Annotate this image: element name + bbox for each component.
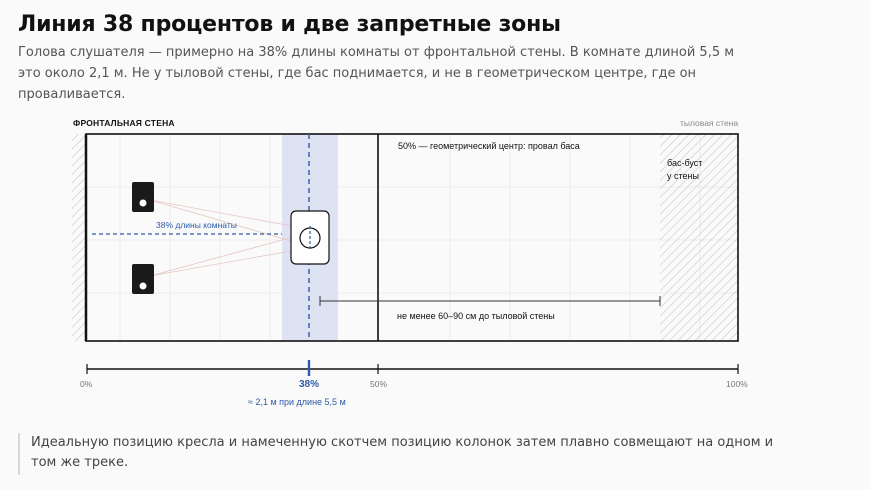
rear-wall-label: тыловая стена bbox=[680, 118, 739, 128]
page-title: Линия 38 процентов и две запретные зоны bbox=[18, 12, 561, 37]
speaker-left-top bbox=[132, 182, 154, 212]
front-wall-hatch bbox=[72, 134, 86, 341]
speaker-left-bottom bbox=[132, 264, 154, 294]
listener-chair bbox=[291, 211, 329, 264]
line38-label: 38% длины комнаты bbox=[156, 220, 237, 230]
footer-note: Идеальную позицию кресла и намеченную скотчем позицию колонок затем плавно совмещают на одном и том же треке. bbox=[18, 433, 791, 475]
position-axis bbox=[87, 360, 738, 376]
bass-boost-label-2: у стены bbox=[667, 171, 699, 181]
center-label: 50% — геометрический центр: провал баса bbox=[398, 141, 580, 151]
axis-tick-0: 0% bbox=[80, 379, 93, 389]
axis-tick-38: 38% bbox=[299, 379, 320, 390]
clearance-label: не менее 60–90 см до тыловой стены bbox=[397, 311, 555, 321]
room-grid bbox=[86, 134, 738, 341]
axis-note: ≈ 2,1 м при длине 5,5 м bbox=[248, 397, 346, 407]
axis-tick-50: 50% bbox=[370, 379, 388, 389]
page-subtitle: Голова слушателя — примерно на 38% длины комнаты от фронтальной стены. В комнате длиной 5,5 м это около 2,1 м. Не у тыловой стены, где бас поднимается, и не в геометрическом центре, где он проваливается. bbox=[18, 45, 735, 102]
bass-boost-label-1: бас-буст bbox=[667, 158, 703, 168]
front-wall-label: ФРОНТАЛЬНАЯ СТЕНА bbox=[73, 118, 175, 128]
axis-tick-100: 100% bbox=[726, 379, 748, 389]
room-outline bbox=[86, 134, 738, 341]
clearance-bracket bbox=[320, 296, 660, 306]
